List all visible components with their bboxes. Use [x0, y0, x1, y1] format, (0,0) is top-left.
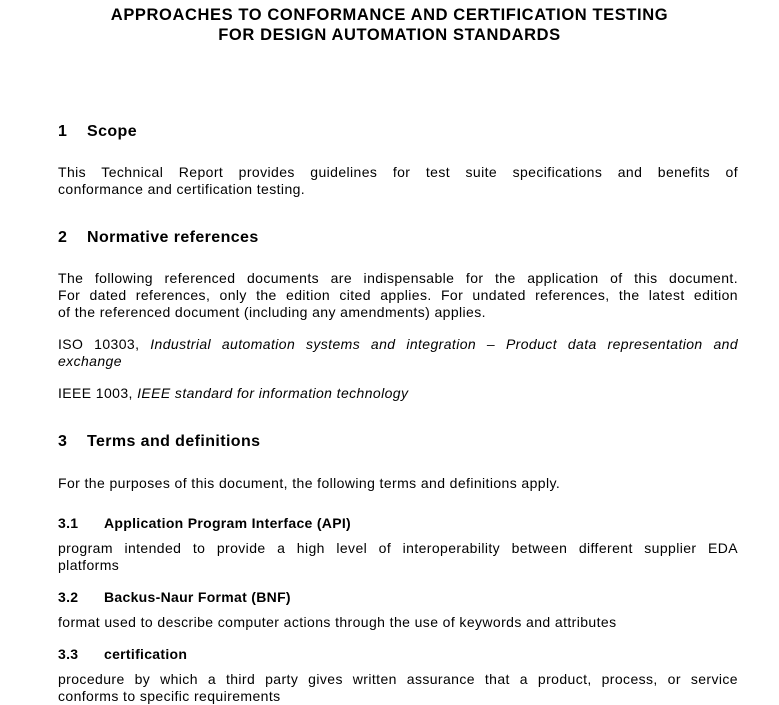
section-title: Terms and definitions	[87, 433, 261, 450]
section-number: 1	[58, 123, 68, 140]
definition-line: procedure by which a third party gives written assurance that a product, process, or service	[58, 671, 738, 687]
section-title: Normative references	[87, 229, 259, 246]
term-definition-3-3	[58, 671, 738, 705]
paragraph-line: of the referenced document (including any amendments) applies.	[58, 304, 486, 320]
reference-title: IEEE standard for information technology	[137, 385, 409, 401]
section-title: Scope	[87, 123, 138, 140]
paragraph-line: The following referenced documents are indispensable for the application of this document.	[58, 270, 738, 286]
term-name: certification	[104, 646, 188, 662]
section-heading-scope	[58, 123, 137, 141]
paragraph-line: This Technical Report provides guidelines for test suite specifications and benefits of	[58, 164, 738, 180]
scope-paragraph	[58, 164, 738, 198]
term-number: 3.1	[58, 515, 79, 531]
reference-ieee-1003	[58, 385, 738, 402]
normative-paragraph	[58, 270, 738, 321]
definition-line: program intended to provide a high level of interoperability between different supplier EDA	[58, 540, 738, 556]
term-name: Application Program Interface (API)	[104, 515, 351, 531]
term-heading-3-1	[58, 515, 351, 531]
reference-id: ISO 10303,	[58, 336, 140, 352]
section-number: 2	[58, 229, 68, 246]
term-heading-3-3	[58, 646, 187, 662]
section-number: 3	[58, 433, 68, 450]
term-heading-3-2	[58, 589, 291, 605]
paragraph-line: conformance and certification testing.	[58, 181, 306, 197]
section-heading-terms-and-definitions	[58, 433, 260, 451]
term-number: 3.2	[58, 589, 79, 605]
title-line-1: APPROACHES TO CONFORMANCE AND CERTIFICATION TESTING	[110, 6, 669, 24]
term-number: 3.3	[58, 646, 79, 662]
section-heading-normative-references	[58, 229, 259, 247]
document-title	[0, 5, 779, 45]
terms-intro: For the purposes of this document, the following terms and definitions apply.	[58, 475, 561, 491]
term-name: Backus-Naur Format (BNF)	[104, 589, 291, 605]
paragraph-line: For dated references, only the edition cited applies. For undated references, the latest edition	[58, 287, 738, 303]
definition-line: conforms to specific requirements	[58, 688, 281, 704]
reference-title-continued: exchange	[58, 353, 122, 369]
reference-iso-10303	[58, 336, 738, 370]
term-definition-3-2: format used to describe computer actions through the use of keywords and attributes	[58, 614, 617, 630]
title-line-2: FOR DESIGN AUTOMATION STANDARDS	[218, 26, 561, 44]
reference-id: IEEE 1003,	[58, 385, 133, 401]
definition-line: platforms	[58, 557, 120, 573]
term-definition-3-1	[58, 540, 738, 574]
reference-title: Industrial automation systems and integration – Product data representation and	[150, 336, 739, 352]
